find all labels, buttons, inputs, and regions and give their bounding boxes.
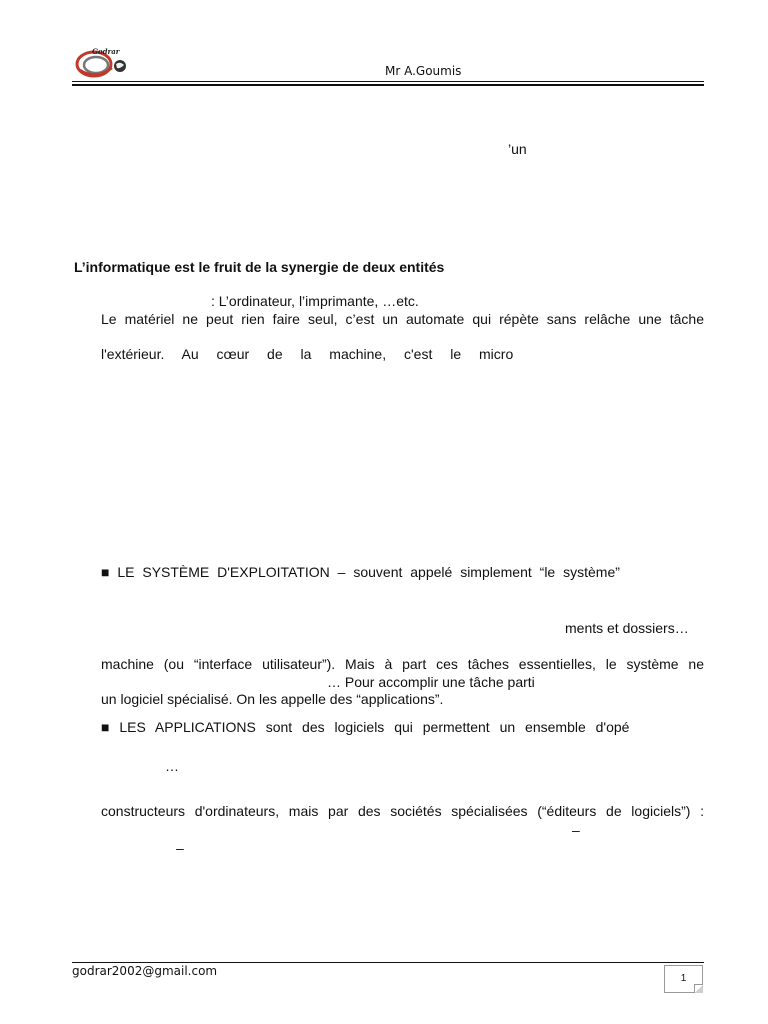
- text-fragment-hardware: : L’ordinateur, l’imprimante, …etc.: [211, 293, 419, 309]
- paragraph-line-logiciel: un logiciel spécialisé. On les appelle des “applications”.: [101, 691, 444, 707]
- text-fragment-dossiers: ments et dossiers…: [565, 620, 689, 636]
- paragraph-line-constructeurs: constructeurs d'ordinateurs, mais par des sociétés spécialisées (“éditeurs de logiciels”) :: [101, 803, 704, 819]
- paragraph-line-exterieur: l'extérieur. Au cœur de la machine, c'est le micro: [101, 346, 514, 362]
- text-fragment-dash-2: –: [176, 840, 184, 856]
- header-rule-thick: [72, 84, 704, 86]
- text-fragment-accomplir: … Pour accomplir une tâche parti: [327, 674, 535, 690]
- page-number-box: [664, 965, 703, 993]
- section-heading: L’informatique est le fruit de la synergie de deux entités: [74, 259, 445, 275]
- applications-bullet-line: ■ LES APPLICATIONS sont des logiciels qui permettent un ensemble d'opé: [101, 719, 630, 735]
- footer-email: godrar2002@gmail.com: [72, 964, 218, 978]
- text-fragment-dash-1: –: [572, 822, 580, 838]
- page-number: 1: [680, 973, 687, 984]
- godrar-logo: [72, 42, 130, 80]
- logo-text: Godrar: [92, 47, 120, 56]
- header-rule-thin: [72, 81, 704, 82]
- header-author: Mr A.Goumis: [385, 64, 462, 78]
- footer-rule: [72, 962, 704, 963]
- os-bullet-line: ■ LE SYSTÈME D'EXPLOITATION – souvent appelé simplement “le système”: [101, 564, 620, 580]
- paragraph-line-machine: machine (ou “interface utilisateur”). Mais à part ces tâches essentielles, le système ne: [101, 656, 704, 672]
- text-fragment-ellipsis: …: [165, 758, 179, 774]
- text-fragment-un: ’un: [508, 141, 527, 157]
- paragraph-line-materiel: Le matériel ne peut rien faire seul, c’est un automate qui répète sans relâche une tâche: [101, 311, 704, 327]
- page-corner-fold-icon: [694, 984, 703, 993]
